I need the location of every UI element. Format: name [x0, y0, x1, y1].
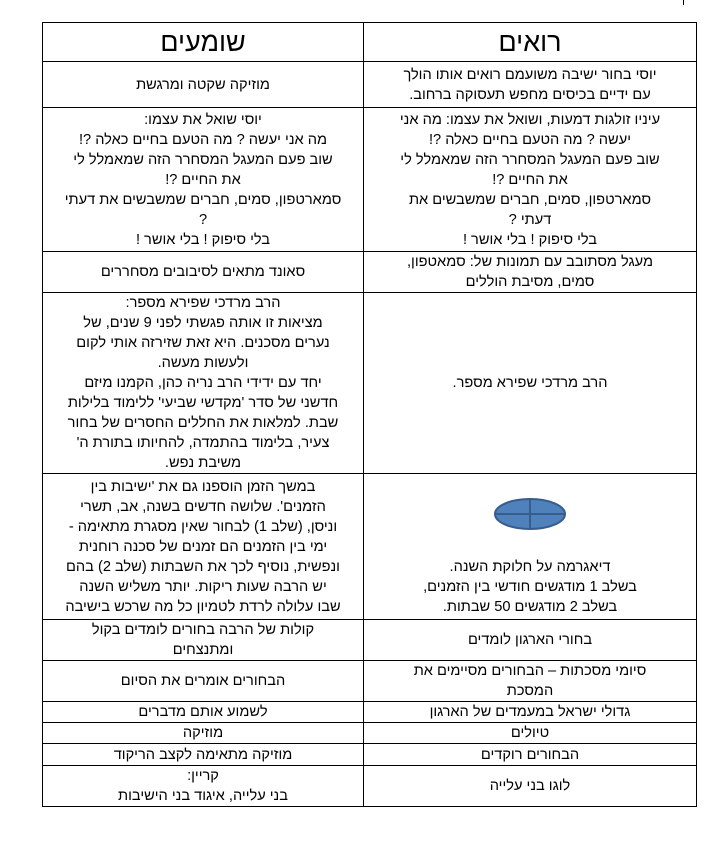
cell-hears: מוזיקה	[43, 723, 364, 744]
cell-sees: הרב מרדכי שפירא מספר.	[364, 293, 697, 474]
table-row	[43, 661, 697, 702]
cell-sees: מעגל מסתובב עם תמונות של: סמאטפון, סמים, מסיבת הוללים	[364, 252, 697, 293]
cell-sees: בחורי הארגון לומדים	[364, 620, 697, 661]
cell-sees: טיולים	[364, 723, 697, 744]
cell-hears: מוזיקה מתאימה לקצב הריקוד	[43, 744, 364, 766]
table-row	[43, 108, 697, 252]
cell-hears: לשמוע אותם מדברים	[43, 702, 364, 723]
header-sees: רואים	[364, 23, 697, 62]
cell-hears: יוסי שואל את עצמו: מה אני יעשה ? מה הטעם בחיים כאלה ?! שוב פעם המעגל המסחרר הזה שמאמלל לי את החיים ?! סמארטפון, סמים, חברים שמשבשים את דעתי ? בלי סיפוק ! בלי אושר !	[43, 108, 364, 252]
cell-sees: יוסי בחור ישיבה משועמם רואים אותו הולך עם ידיים בכיסים מחפש תעסוקה ברחוב.	[364, 62, 697, 108]
cell-sees: לוגו בני עלייה	[364, 766, 697, 807]
table-row	[43, 293, 697, 474]
diagram-caption: דיאגרמה על חלוקת השנה. בשלב 1 מודגשים חודשי בין הזמנים, בשלב 2 מודגשים 50 שבתות.	[423, 558, 637, 615]
cell-sees: עיניו זולגות דמעות, ושואל את עצמו: מה אני יעשה ? מה הטעם בחיים כאלה ?! שוב פעם המעגל המסחרר הזה שמאמלל לי את החיים ?! סמארטפון, סמים, חברים שמשבשים את דעתי ? בלי סיפוק ! בלי אושר !	[364, 108, 697, 252]
cell-hears: במשך הזמן הוספנו גם את 'ישיבות בין הזמנים'. שלושה חדשים בשנה, אב, תשרי וניסן, (שלב 1) לבחור שאין מסגרת מתאימה - ימי בין הזמנים הם זמנים של סכנה רוחנית ונפשית, נוסיף לכך את השבתות (שלב 2) בהם יש הרבה שעות ריקות. יותר משליש השנה שבו עלולה לרדת לטמיון כל מה שרכש בישיבה	[43, 474, 364, 620]
table-row	[43, 620, 697, 661]
table-row	[43, 723, 697, 744]
table-row	[43, 702, 697, 723]
cell-sees: סיומי מסכתות – הבחורים מסיימים את המסכת	[364, 661, 697, 702]
cell-hears: מוזיקה שקטה ומרגשת	[43, 62, 364, 108]
table-row	[43, 62, 697, 108]
table-row	[43, 744, 697, 766]
header-row	[43, 23, 697, 62]
cell-hears: קולות של הרבה בחורים לומדים בקול ומתנצחים	[43, 620, 364, 661]
cell-sees: גדולי ישראל במעמדים של הארגון	[364, 702, 697, 723]
cell-sees-diagram	[364, 474, 697, 620]
table-row	[43, 474, 697, 620]
table-row	[43, 252, 697, 293]
script-table	[42, 22, 697, 807]
cell-hears: הרב מרדכי שפירא מספר: מציאות זו אותה פגשתי לפני 9 שנים, של נערים מסכנים. היא זאת שזירזה אותי לקום ולעשות מעשה. יחד עם ידידי הרב נריה כהן, הקמנו מיזם חדשני של סדר 'מקדשי שביעי' ללימוד בלילות שבת. למלאות את החללים החסרים של בחור צעיר, בלימוד בהתמדה, להחיותו בתורת ה' משיבת נפש.	[43, 293, 364, 474]
cell-hears: סאונד מתאים לסיבובים מסחררים	[43, 252, 364, 293]
table-row	[43, 766, 697, 807]
page-mark	[683, 0, 684, 5]
cell-hears: הבחורים אומרים את הסיום	[43, 661, 364, 702]
header-hears: שומעים	[43, 23, 364, 62]
year-division-ellipse-icon	[493, 497, 567, 531]
cell-sees: הבחורים רוקדים	[364, 744, 697, 766]
cell-hears: קריין: בני עלייה, איגוד בני הישיבות	[43, 766, 364, 807]
